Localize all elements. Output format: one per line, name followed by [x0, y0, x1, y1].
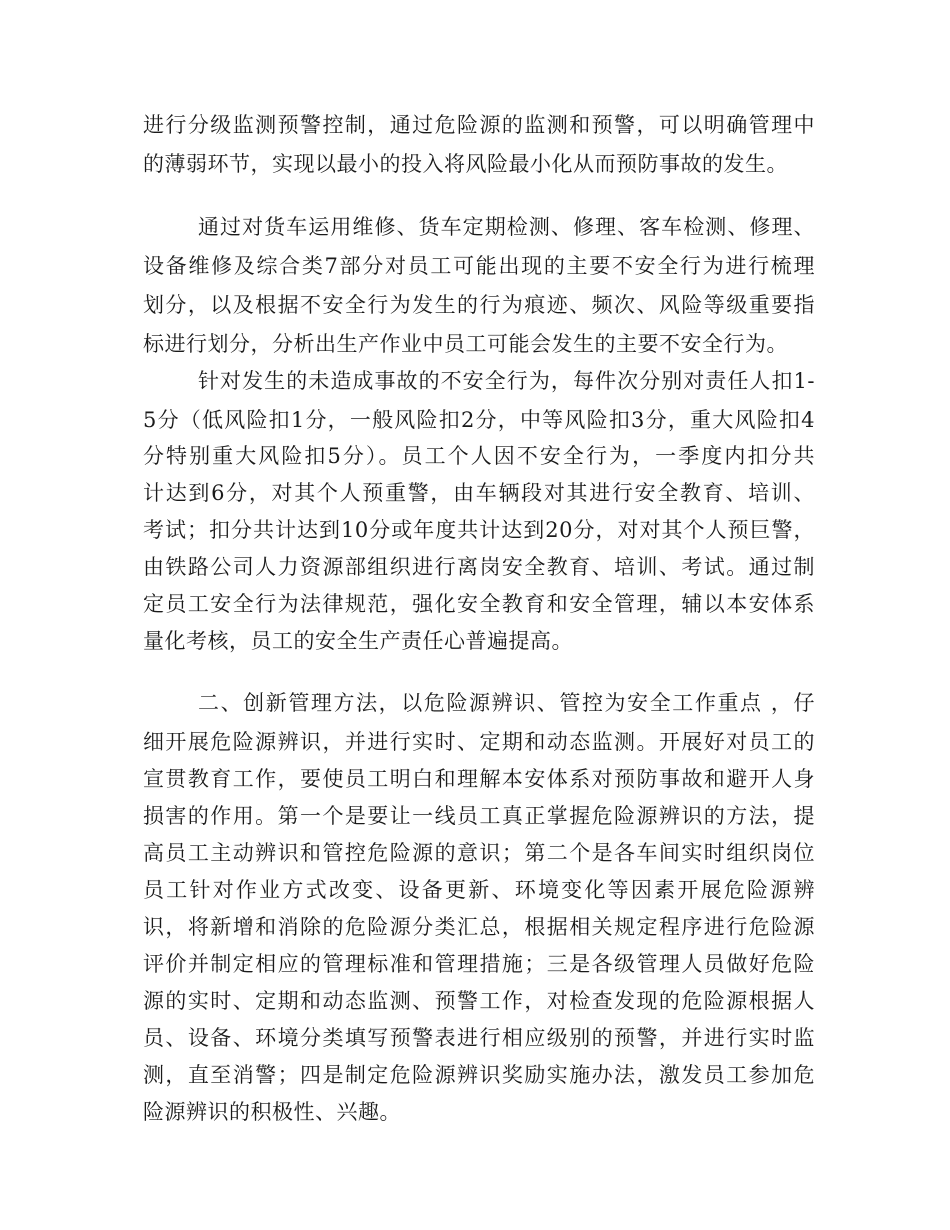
paragraph-4-line-10: 员、设备、环境分类填写预警表进行相应级别的预警，并进行实时监 — [143, 1026, 815, 1050]
paragraph-3-line-3: 分特别重大风险扣5分）。员工个人因不安全行为，一季度内扣分共 — [143, 444, 815, 468]
paragraph-3-line-5: 考试；扣分共计达到10分或年度共计达到20分，对对其个人预巨警， — [143, 518, 815, 542]
paragraph-3-line-1: 针对发生的未造成事故的不安全行为，每件次分别对责任人扣1- — [198, 369, 815, 393]
paragraph-4-line-7: 识，将新增和消除的危险源分类汇总，根据相关规定程序进行危险源 — [143, 915, 815, 939]
paragraph-3-line-8: 量化考核，员工的安全生产责任心普遍提高。 — [143, 629, 573, 653]
paragraph-4-line-6: 员工针对作业方式改变、设备更新、环境变化等因素开展危险源辨 — [143, 878, 815, 902]
paragraph-4-line-4: 损害的作用。第一个是要让一线员工真正掌握危险源辨识的方法，提 — [143, 804, 815, 828]
paragraph-2-line-4: 标进行划分，分析出生产作业中员工可能会发生的主要不安全行为。 — [143, 332, 788, 356]
paragraph-3-line-2: 5分（低风险扣1分，一般风险扣2分，中等风险扣3分，重大风险扣4 — [143, 408, 815, 432]
paragraph-4-line-1: 二、创新管理方法，以危险源辨识、管控为安全工作重点 ，仔 — [198, 691, 815, 715]
paragraph-1-line-1: 进行分级监测预警控制，通过危险源的监测和预警，可以明确管理中 — [143, 113, 815, 137]
paragraph-2-line-2: 设备维修及综合类7部分对员工可能出现的主要不安全行为进行梳理 — [143, 254, 815, 278]
paragraph-4-line-5: 高员工主动辨识和管控危险源的意识；第二个是各车间实时组织岗位 — [143, 841, 815, 865]
paragraph-2-line-3: 划分，以及根据不安全行为发生的行为痕迹、频次、风险等级重要指 — [143, 293, 815, 317]
paragraph-2-line-1: 通过对货车运用维修、货车定期检测、修理、客车检测、修理、 — [198, 215, 815, 239]
paragraph-4-line-11: 测，直至消警；四是制定危险源辨识奖励实施办法，激发员工参加危 — [143, 1063, 815, 1087]
paragraph-3-line-6: 由铁路公司人力资源部组织进行离岗安全教育、培训、考试。通过制 — [143, 555, 815, 579]
paragraph-3-line-4: 计达到6分，对其个人预重警，由车辆段对其进行安全教育、培训、 — [143, 481, 815, 505]
paragraph-4-line-3: 宣贯教育工作，要使员工明白和理解本安体系对预防事故和避开人身 — [143, 767, 815, 791]
paragraph-1-line-2: 的薄弱环节，实现以最小的投入将风险最小化从而预防事故的发生。 — [143, 152, 788, 176]
paragraph-3-line-7: 定员工安全行为法律规范，强化安全教育和安全管理，辅以本安体系 — [143, 592, 815, 616]
paragraph-4-line-12: 险源辨识的积极性、兴趣。 — [143, 1100, 401, 1124]
paragraph-4-line-9: 源的实时、定期和动态监测、预警工作，对检查发现的危险源根据人 — [143, 989, 815, 1013]
paragraph-4-line-2: 细开展危险源辨识，并进行实时、定期和动态监测。开展好对员工的 — [143, 730, 815, 754]
paragraph-4-line-8: 评价并制定相应的管理标准和管理措施；三是各级管理人员做好危险 — [143, 952, 815, 976]
